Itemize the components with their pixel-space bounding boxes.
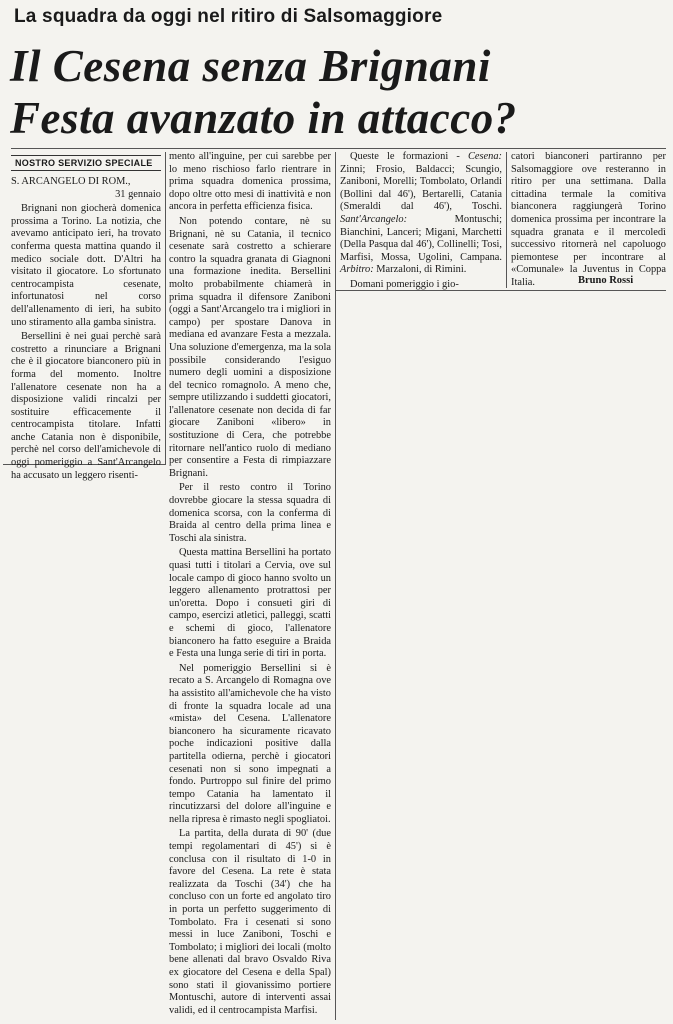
article-column-3: [340, 151, 502, 291]
dateline-place: S. ARCANGELO DI ROM.,: [11, 176, 131, 187]
lineups-intro: Queste le formazioni -: [350, 151, 468, 162]
cesena-label: Cesena:: [467, 151, 502, 162]
kicker: La squadra da oggi nel ritiro di Salsomaggiore: [14, 6, 443, 27]
sant-arcangelo-label: Sant'Arcangelo:: [340, 213, 408, 225]
headline-divider: [11, 148, 666, 149]
article-column-4: [511, 151, 666, 291]
paragraph: Brignani non giocherà domenica prossima a Torino. La notizia, che avevamo anticipato ieri, ha trovato conferma questa mattina quando il medico sociale dott. D'Altri ha visitato il giocatore. Lo sfortunato centrocampista cesenate, infortunatosi nel corso dell'allenamento di ieri, ha subito uno stiramento alla gamba sinistra.: [11, 203, 161, 328]
column-rule-1: [165, 152, 166, 464]
sant-arcangelo-lineup: Montuschi; Bianchini, Lanceri; Migani, Marchetti (Della Pasqua dal 46'), Collinelli; Tosi, Marfisi, Mossa, Ugolini, Campana.: [340, 213, 502, 263]
cesena-lineup: Zinni; Frosio, Baldacci; Scungio, Zaniboni, Morelli; Tombolato, Orlandi (Bollini dal 46'), Bertarelli, Catania (Smeraldi dal 46'), Toschi.: [340, 163, 502, 213]
paragraph: Nel pomeriggio Bersellini si è recato a S. Arcangelo di Romagna ove ha assistito all'amichevole che ha visto di fronte la squadra locale ad una «mista» del Cesena. L'allenatore bianconero ha sicuramente ricavato poche indicazioni positive dalla partitella odierna, perchè i giocatori cesenati non si sono impegnati a fondo. Purtroppo sul finire del primo tempo Catania ha lamentato il rincutizzarsi del dolore all'inguine e nella ripresa è rimasto negli spogliatoi.: [169, 662, 331, 825]
column-rule-2: [335, 152, 336, 1020]
author-signature: Bruno Rossi: [578, 275, 634, 286]
paragraph: Per il resto contro il Torino dovrebbe giocare la stessa squadra di domenica scorsa, con la conferma di Braida al centro della prima linea e Toschi ala sinistra.: [169, 482, 331, 544]
paragraph: catori bianconeri partiranno per Salsomaggiore ove resteranno in ritiro per una settimana. Dalla cittadina termale la comitiva bianconera raggiungerà Torino domenica prossima per incontrare la squadra granata e il mercoledì successivo ritornerà nel capoluogo piemontese per incontrare al «Comunale» la Juventus in Coppa Italia.: [511, 151, 666, 288]
referee-label: Arbitro:: [340, 264, 374, 276]
headline-line-2: Festa avanzato in attacco?: [10, 93, 517, 143]
referee-name: Marzaloni, di Rimini.: [373, 264, 467, 276]
paragraph: La partita, della durata di 90' (due tempi regolamentari di 45') si è conclusa con il risultato di 1-0 in favore del Cesena. La rete è stata realizzata da Toschi (34') che ha concluso con un forte ed angolato tiro in porta un perfetto suggerimento di Tombolato. Fra i cesenati si sono messi in luce Zaniboni, Toschi e Tombolato; i migliori dei locali (molto bene allenati dal bravo Osvaldo Riva ex giocatore del Cesena e della Spal) sono stati il giovanissimo portiere Montuschi, autore di interventi assai validi, ed il centrocampista Marfisi.: [169, 828, 331, 1016]
column-rule-3: [506, 152, 507, 288]
dateline: [11, 176, 161, 201]
lineups-paragraph: [340, 151, 502, 277]
dateline-date: 31 gennaio: [115, 188, 161, 200]
paragraph: Bersellini è nei guai perchè sarà costretto a rinunciare a Brignani che è il giocatore bianconero più in forma del momento. Inoltre l'allenatore cesenate non ha a disposizione validi rincalzi per sostituire efficacemente il centrocampista titolare. Infatti anche Catania non è disponibile, perchè nel corso dell'amichevole di oggi pomeriggio a Sant'Arcangelo ha accusato un leggero risenti-: [11, 331, 161, 481]
paragraph: Non potendo contare, nè su Brignani, nè su Catania, il tecnico cesenate sarà costretto a schierare contro la squadra granata di Giagnoni una formazione inedita. Bersellini molto probabilmente chiamerà in prima squadra il difensore Zaniboni (oggi a Sant'Arcangelo tra i migliori in campo) per spostare Danova in mediana ed avanzare Festa a mezzala. Una soluzione d'emergenza, ma la sola possibile considerando l'esiguo numero degli uomini a disposizione del tecnico romagnolo. A meno che, sempre utilizzando i suddetti giocatori, l'allenatore cesenate non decida di far giocare Zaniboni «libero» in sostituzione di Cera, che potrebbe ritornare nell'antico ruolo di mediano per consentire a Festa di rimpiazzare Brignani.: [169, 215, 331, 479]
article-column-2: [169, 151, 331, 1021]
paragraph: mento all'inguine, per cui sarebbe per lo meno rischioso farlo rientrare in prima squadra domenica prossima, dopo oltre otto mesi di inattività e non ancora in perfetta efficienza fisica.: [169, 151, 331, 213]
paragraph: Domani pomeriggio i gio-: [350, 278, 459, 290]
article-column-1: [11, 176, 161, 481]
paragraph: Questa mattina Bersellini ha portato quasi tutti i titolari a Cervia, ove sul locale campo di gioco hanno svolto un leggero allenamento protrattosi per un'oretta. Dopo i consueti giri di campo, esercizi atletici, palleggi, scatti e schemi di gioco, l'allenatore bianconero ha fatto eseguire a Braida e Festa una lunga serie di tiri in porta.: [169, 547, 331, 660]
service-label: NOSTRO SERVIZIO SPECIALE: [11, 155, 161, 171]
headline-line-1: Il Cesena senza Brignani: [10, 41, 491, 91]
